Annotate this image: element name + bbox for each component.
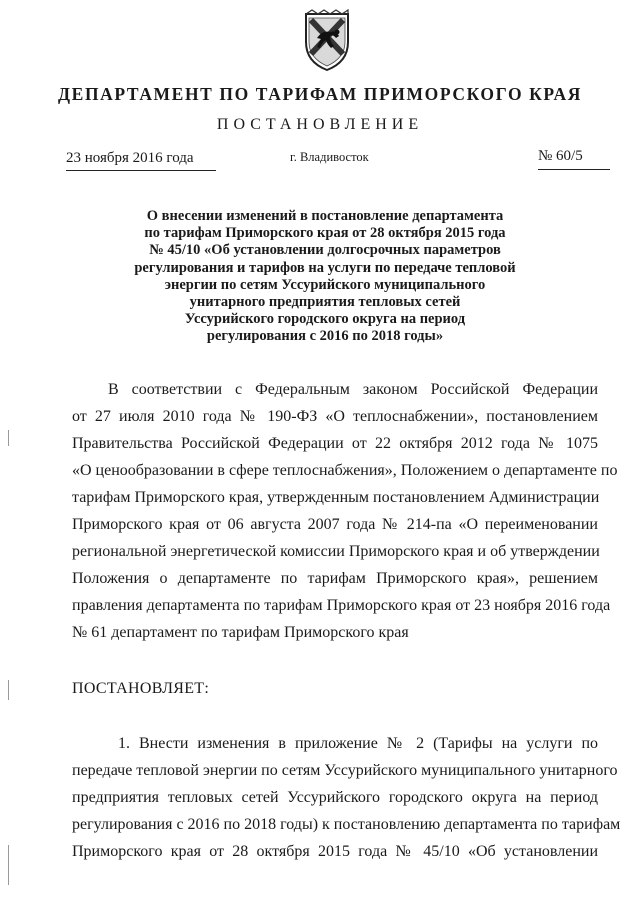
subject-line: Уссурийского городского округа на период: [184, 311, 466, 328]
subject-line: по тарифам Приморского края от 28 октября 2015 года: [144, 225, 506, 242]
subject-line: О внесении изменений в постановление департамента: [146, 208, 504, 224]
scan-edge-mark: [8, 680, 9, 700]
scan-edge-mark: [8, 430, 9, 446]
item-1-line: передаче тепловой энергии по сетям Уссурийского муниципального унитарного: [72, 762, 618, 779]
subject-line: регулирования и тарифов на услуги по передаче тепловой: [134, 259, 516, 276]
item-1-line: предприятия тепловых сетей Уссурийского городского округа на период: [72, 789, 598, 806]
item-1-line: 1. Внести изменения в приложение № 2 (Тарифы на услуги по: [118, 735, 598, 752]
resolve-heading: ПОСТАНОВЛЯЕТ:: [72, 680, 210, 697]
primorsky-coat-of-arms-icon: [300, 8, 354, 74]
item-1-line: регулирования с 2016 по 2018 годы) к постановлению департамента по тарифам: [72, 816, 621, 833]
document-city: г. Владивосток: [290, 150, 369, 164]
scan-edge-mark: [8, 845, 9, 885]
subject-line: унитарного предприятия тепловых сетей: [189, 294, 461, 311]
preamble-line: тарифам Приморского края, утвержденным постановлением Администрации: [72, 489, 600, 506]
subject-line: энергии по сетям Уссурийского муниципального: [164, 276, 486, 293]
item-1-line: Приморского края от 28 октября 2015 года № 45/10 «Об установлении: [72, 843, 598, 860]
department-title: ДЕПАРТАМЕНТ ПО ТАРИФАМ ПРИМОРСКОГО КРАЯ: [58, 84, 582, 104]
preamble-line: Положения о департаменте по тарифам Приморского края», решением: [72, 570, 598, 587]
preamble-line: Правительства Российской Федерации от 22 октября 2012 года № 1075: [72, 435, 598, 452]
preamble-line: № 61 департамент по тарифам Приморского края: [72, 624, 409, 641]
preamble-line: от 27 июля 2010 года № 190-ФЗ «О теплоснабжении», постановлением: [72, 408, 598, 425]
document-type-heading: ПОСТАНОВЛЕНИЕ: [216, 116, 424, 133]
subject-line: № 45/10 «Об установлении долгосрочных параметров: [149, 242, 501, 259]
document-subject: [120, 208, 530, 346]
subject-line: регулирования с 2016 по 2018 годы»: [206, 328, 444, 345]
item-1-paragraph: [72, 730, 621, 865]
preamble-line: В соответствии с Федеральным законом Российской Федерации: [108, 381, 598, 398]
preamble-line: «О ценообразовании в сфере теплоснабжения», Положением о департаменте по: [72, 462, 618, 479]
document-number: № 60/5: [538, 148, 610, 170]
preamble-paragraph: [72, 376, 618, 646]
preamble-line: правления департамента по тарифам Приморского края от 23 ноября 2016 года: [72, 597, 611, 614]
document-date: 23 ноября 2016 года: [66, 150, 216, 171]
preamble-line: региональной энергетической комиссии Приморского края и об утверждении: [72, 543, 600, 560]
preamble-line: Приморского края от 06 августа 2007 года № 214-па «О переименовании: [72, 516, 598, 533]
